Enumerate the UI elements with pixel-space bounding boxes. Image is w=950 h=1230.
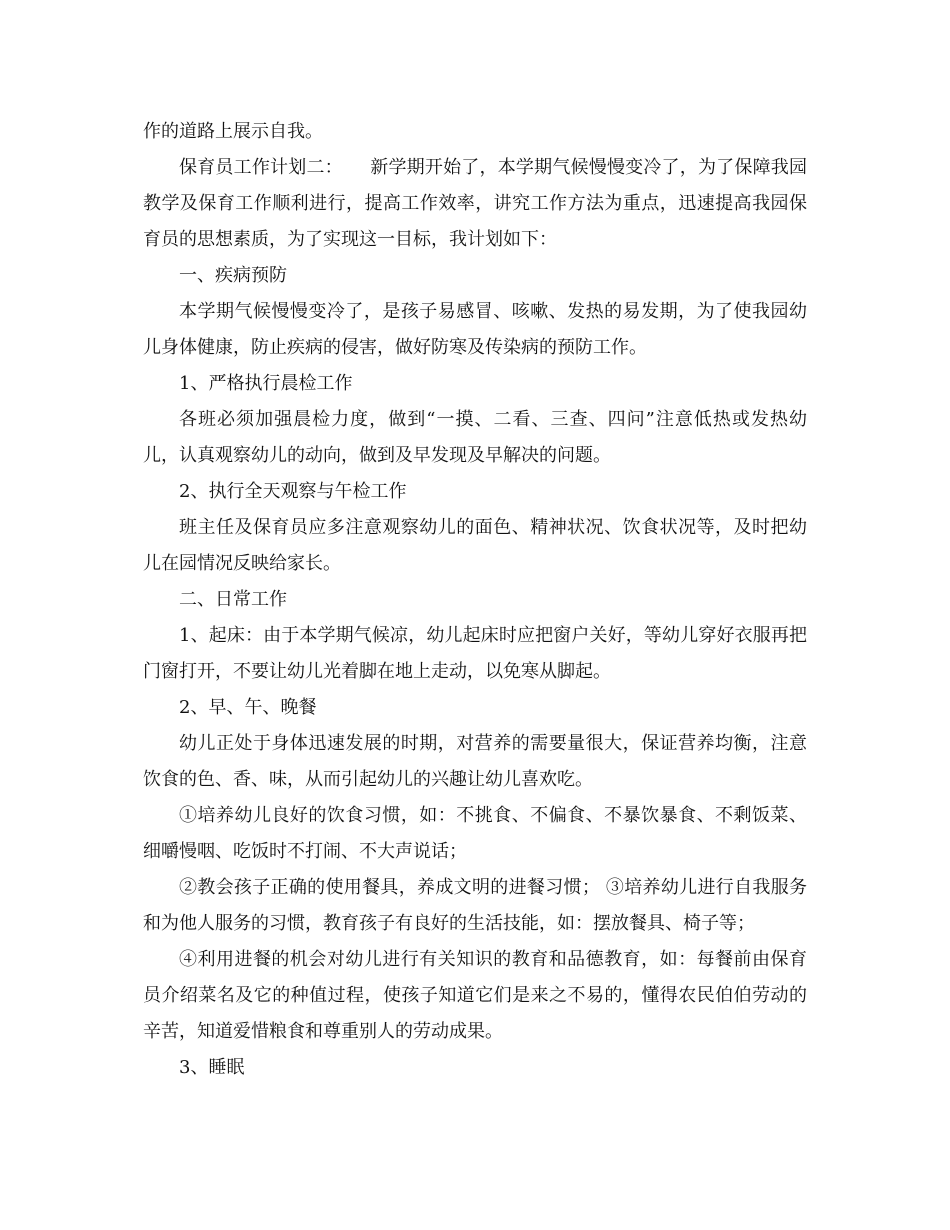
heading-meals: 2、早、午、晚餐: [179, 697, 317, 718]
paragraph-morning-check: 各班必须加强晨检力度，做到“一摸、二看、三查、四问”注意低热或发热幼儿，认真观察幼儿的动向，做到及早发现及早解决的问题。: [143, 409, 807, 466]
paragraph-tableware: ②教会孩子正确的使用餐具，养成文明的进餐习惯； ③培养幼儿进行自我服务和为他人服务的习惯，教育孩子有良好的生活技能，如：摆放餐具、椅子等；: [143, 877, 807, 934]
paragraph-nutrition: 幼儿正处于身体迅速发展的时期，对营养的需要量很大，保证营养均衡，注意饮食的色、香、味，从而引起幼儿的兴趣让幼儿喜欢吃。: [143, 733, 807, 790]
heading-daily-work: 二、日常工作: [179, 589, 287, 610]
paragraph-all-day-observation: 班主任及保育员应多注意观察幼儿的面色、精神状况、饮食状况等，及时把幼儿在园情况反映给家长。: [143, 517, 807, 574]
paragraph-eating-habits: ①培养幼儿良好的饮食习惯，如：不挑食、不偏食、不暴饮暴食、不剩饭菜、细嚼慢咽、吃饭时不打闹、不大声说话；: [143, 805, 807, 862]
paragraph-continuation: 作的道路上展示自我。: [143, 121, 323, 142]
paragraph-meal-education: ④利用进餐的机会对幼儿进行有关知识的教育和品德教育，如：每餐前由保育员介绍菜名及它的种值过程，使孩子知道它们是来之不易的，懂得农民伯伯劳动的辛苦，知道爱惜粮食和尊重别人的劳动成果。: [143, 949, 807, 1042]
heading-all-day-observation: 2、执行全天观察与午检工作: [179, 481, 407, 502]
heading-sleep: 3、睡眠: [179, 1057, 245, 1078]
paragraph-disease-prevention: 本学期气候慢慢变冷了，是孩子易感冒、咳嗽、发热的易发期，为了使我园幼儿身体健康，防止疾病的侵害，做好防寒及传染病的预防工作。: [143, 301, 807, 358]
heading-morning-check: 1、严格执行晨检工作: [179, 373, 353, 394]
document-body: [143, 114, 807, 1086]
paragraph-plan-intro: 保育员工作计划二： 新学期开始了，本学期气候慢慢变冷了，为了保障我园教学及保育工作顺利进行，提高工作效率，讲究工作方法为重点，迅速提高我园保育员的思想素质，为了实现这一目标，我计划如下：: [143, 157, 807, 250]
paragraph-getting-up: 1、起床：由于本学期气候凉，幼儿起床时应把窗户关好，等幼儿穿好衣服再把门窗打开，不要让幼儿光着脚在地上走动，以免寒从脚起。: [143, 625, 807, 682]
heading-disease-prevention: 一、疾病预防: [179, 265, 287, 286]
